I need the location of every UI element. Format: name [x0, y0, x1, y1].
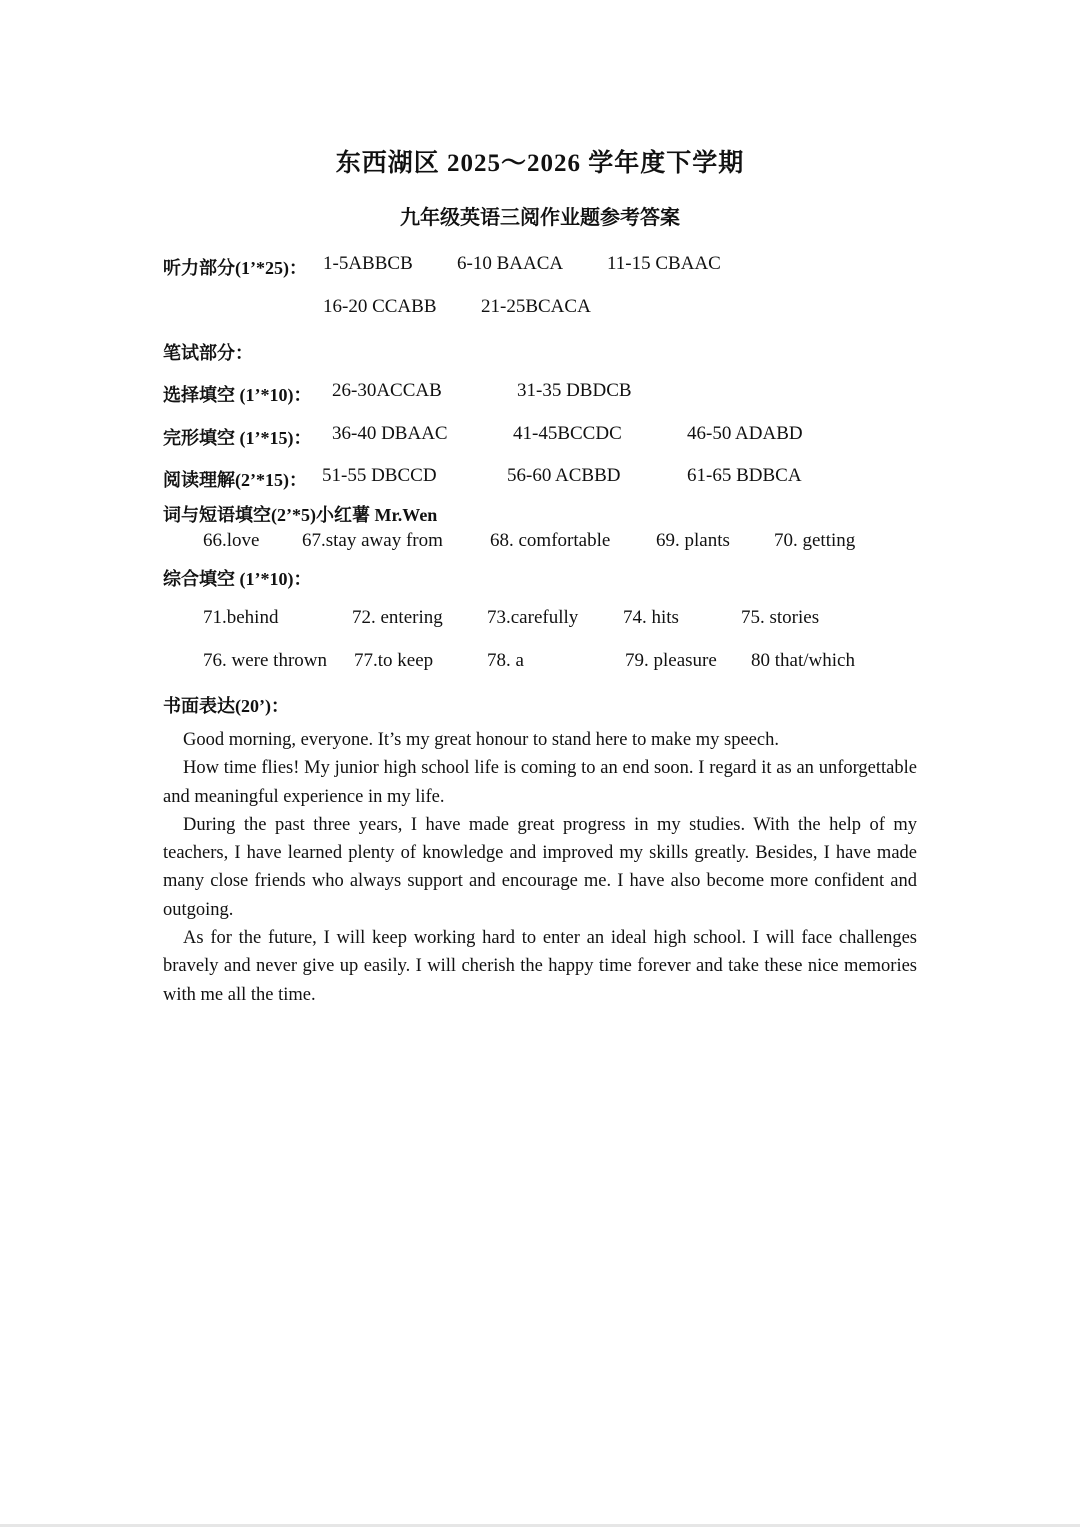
comprehensive-answer: 78. a [487, 650, 524, 671]
comprehensive-label: 综合填空 (1’*10)： [163, 569, 312, 589]
word-fill-answer: 70. getting [774, 530, 856, 551]
listening-group: 6-10 BAACA [457, 253, 564, 274]
reading-group: 61-65 BDBCA [687, 465, 802, 486]
cloze-group: 46-50 ADABD [687, 423, 803, 444]
comprehensive-answer: 71.behind [203, 607, 279, 628]
multiple-choice-group: 26-30ACCAB [332, 380, 442, 401]
cloze-group: 36-40 DBAAC [332, 423, 448, 444]
comprehensive-answer: 76. were thrown [203, 650, 327, 671]
multiple-choice-group: 31-35 DBDCB [517, 380, 632, 401]
essay-paragraph: How time flies! My junior high school life is coming to an end soon. I regard it as an unforgettable and meaningful experience in my life. [163, 758, 917, 807]
listening-group: 21-25BCACA [481, 296, 591, 317]
comprehensive-answer: 73.carefully [487, 607, 579, 628]
essay-paragraph: During the past three years, I have made great progress in my studies. With the help of my teachers, I have learned plenty of knowledge and improved my skills greatly. Besides, I have made many close friends who always support and encourage me. I have also become more confident and outgoing. [163, 814, 917, 920]
listening-group: 1-5ABBCB [323, 253, 413, 274]
word-fill-answer: 68. comfortable [490, 530, 611, 551]
page-subtitle: 九年级英语三阅作业题参考答案 [400, 207, 680, 229]
word-fill-label: 词与短语填空(2’*5)小红薯 Mr.Wen [163, 505, 438, 525]
reading-group: 56-60 ACBBD [507, 465, 621, 486]
listening-group: 16-20 CCABB [323, 296, 437, 317]
page-title: 东西湖区 2025～2026 学年度下学期 [335, 150, 745, 177]
word-fill-answer: 66.love [203, 530, 260, 551]
comprehensive-answer: 79. pleasure [625, 650, 717, 671]
reading-group: 51-55 DBCCD [322, 465, 437, 486]
essay [163, 726, 917, 1009]
comprehensive-answer: 75. stories [741, 607, 820, 628]
cloze-group: 41-45BCCDC [513, 423, 622, 444]
comprehensive-answer: 80 that/which [751, 650, 855, 671]
listening-label: 听力部分(1’*25)： [163, 258, 307, 278]
essay-paragraph: As for the future, I will keep working hard to enter an ideal high school. I will face challenges bravely and never give up easily. I will cherish the happy time forever and take these nice memories with me all the time. [163, 928, 917, 1005]
word-fill-answer: 69. plants [656, 530, 730, 551]
comprehensive-answer: 77.to keep [354, 650, 434, 671]
written-label: 笔试部分： [163, 343, 253, 363]
essay-paragraph: Good morning, everyone. It’s my great honour to stand here to make my speech. [183, 730, 779, 750]
comprehensive-answer: 74. hits [623, 607, 679, 628]
listening-group: 11-15 CBAAC [607, 253, 721, 274]
multiple-choice-label: 选择填空 (1’*10)： [163, 385, 312, 405]
word-fill-answer: 67.stay away from [302, 530, 443, 551]
comprehensive-answer: 72. entering [352, 607, 443, 628]
reading-label: 阅读理解(2’*15)： [163, 470, 307, 490]
cloze-label: 完形填空 (1’*15)： [163, 428, 312, 448]
writing-label: 书面表达(20’)： [163, 696, 289, 716]
